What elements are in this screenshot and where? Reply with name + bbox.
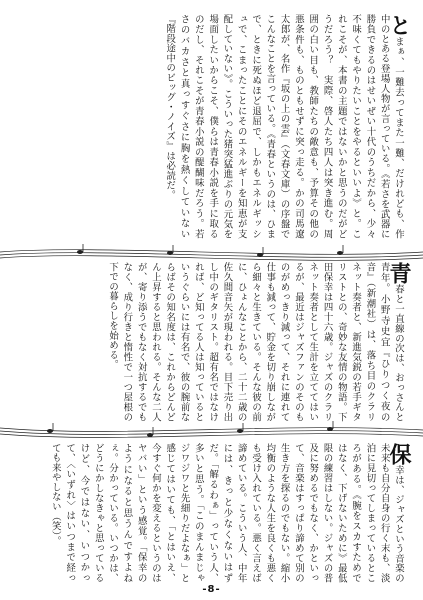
lead-character: 保 [386, 443, 411, 466]
review-section [18, 443, 411, 584]
review-section [18, 262, 411, 423]
review-section [18, 14, 411, 239]
section-body-text: 春と一直線の次は、おっさんと青年。小野寺史宜『ひりつく夜の音』（新潮社）は、落ち目のクラリネット奏者と、新進気鋭の若手ギタリストとの、奇妙な友情の物語。下田保幸は四十六歳。ジャズのクラリネット奏者として生計を立ててはいるが、最近はジャズファンのそのものがめっきり減って、それに連れて仕事も減って、貯金を切り崩しながら細々と生きている。そんな彼の前に、ひょんなことから、二十二歳の佐久間音矢が現われる。目下売り出し中のギタリスト。超有名ではなければ、ど知ってる人は知っているというぐらいには有名で、彼の腕前ならばその知名度は、これからどんどん上昇すると思われる。そんな二人が、寄り添うでもなく対抗するでもなく、成り行きと惰性で一つ屋根の下での暮らしを始める。 [107, 262, 404, 423]
lead-character: 青 [386, 262, 411, 285]
section-body-text: まぁ、一難去ってまた一難、だけれども、作中のとある登場人物が言っている。《若さを武器に勝負できるのはせいぜい十代のうちだから、少々不味くてもやりたいことをやるといいよ》と。これこそが、本書の主題ではないかと思うのだがどうだろう？ 実際、啓人たち四人は突き進む。周囲の白い目も、教師たちの敵意も、予算その他の悪条件も、ものともせずに突っ走る。かの司馬遼太郎が、名作『坂の上の雲』（文春文庫）の序盤でこんなことを言っている。《青春というのは、ひまで、ときに死ぬほど退屈で、しかもエネルギッシュで、こまったことにそのエネルギーを知恵が支配していない》。こういった猪突猛進ぶりの元気を場面したいからこそ、僕らは青春小説を手に取るのだし、それこそが青春小説の醍醐味だろう。若さのバカさと真っすぐさに胸を熱くしていない『階段途中のビッグ・ノイズ』は必読だ。 [164, 14, 404, 239]
section-body-text: 幸は、ジャズという音楽の未来も自分自身の行く末も、淡泊に見切ってしまっているところがある。《腕をスカすためではなく、下げないために》最低限の練習はしない。ジャズの普及に努めるでもなく、かといって、音楽はすっぱり諦めて別の生き方を探るのでもない。縮小均衡のような人生を良くも悪くも受け入れている。悪く言えば諦めている。こういう人、中年には、きっと少なくないはずだ。「解るわぁ」っていう人、多いと思う。「このまんまじゃジワジワと先細りだよなぁ」と感じてはいても、「とはいえ、今すぐ何かを変えるというのはヤバい」という感覚。「保幸のようになると思うんですよねぇ。分かっている。いつかは、どうにかしなきゃと思っているけど、今ではない、いつかって、〈いずれ〉はいつまで経っても来やしない（笑）。 [49, 443, 404, 584]
music-staff-divider [0, 420, 423, 444]
lead-character: と [386, 14, 411, 37]
page-number: -8- [202, 584, 221, 595]
music-staff-divider [0, 240, 423, 264]
